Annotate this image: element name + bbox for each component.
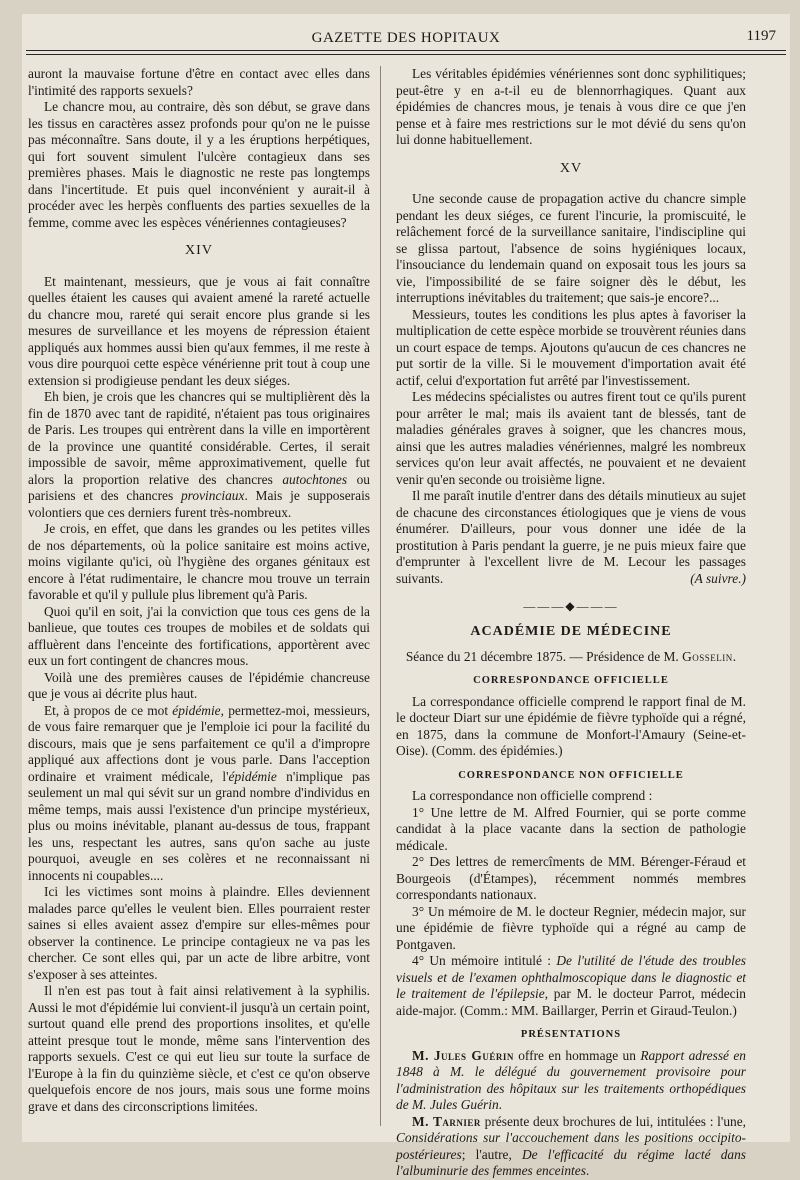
list-item: 2° Des lettres de remercîments de MM. Bérenger-Féraud et Bourgeois (d'Étampes), récemment nommés membres correspondants nationaux. bbox=[396, 854, 746, 902]
member-name: M. Tarnier bbox=[412, 1113, 481, 1129]
page-header bbox=[22, 28, 790, 50]
header-rule-thin bbox=[26, 54, 786, 55]
text: Et, à propos de ce mot bbox=[44, 702, 173, 718]
left-column bbox=[28, 66, 370, 1115]
paragraph: Quoi qu'il en soit, j'ai la conviction que tous ces gens de la banlieue, que toutes ces troupes de mobiles et de soldats qui affluèrent dans l'enceinte des fortifications, apportèrent avec eux un fort contingent de chancres mous. bbox=[28, 603, 370, 668]
emphasis: Considérations sur l'accouchement dans les positions occipito-postérieures bbox=[396, 1130, 746, 1162]
list-item: 1° Une lettre de M. Alfred Fournier, qui se porte comme candidat à la place vacante dans la section de pathologie médicale. bbox=[396, 804, 746, 853]
paragraph bbox=[396, 1048, 746, 1114]
paragraph: Le chancre mou, au contraire, dès son début, se grave dans les tissus en caractères assez profonds pour qu'on ne le puisse pas méconnaître. Sans doute, il y a les éruptions herpétiques, qui fort souvent simulent l'ulcère contagieux dans ses premières phases. Mais le diagnostic ne reste pas longtemps dans l'incertitude. Et puis quel inconvénient y aurait-il à procéder avec les herpès confluents des parties sexuelles de la femme, comme avec les espèces vénériennes contagieuses? bbox=[28, 99, 370, 230]
emphasis: De l'efficacité du régime lacté dans l'albuminurie des femmes enceintes bbox=[396, 1146, 746, 1178]
text: n'implique pas seulement un mal qui sévit sur un grand nombre d'individus en même temps, mais aussi l'existence d'un principe mystérieux, plus ou moins inévitable, planant au-dessus de tous, frappant les uns, respectant les autres, sans qu'on sache au juste pourquoi, aveugle en ses colères et ne reconnaissant ni innocents ni coupables.... bbox=[28, 768, 370, 883]
text: présente deux brochures de lui, intitulées : l'une, bbox=[480, 1113, 747, 1129]
text: ; l'autre, bbox=[461, 1146, 523, 1162]
column-divider bbox=[380, 66, 381, 1126]
paragraph: auront la mauvaise fortune d'être en contact avec elles dans l'intimité des rapports sexuels? bbox=[28, 66, 370, 98]
newspaper-page bbox=[22, 14, 790, 1178]
member-name: M. Jules Guérin bbox=[412, 1047, 514, 1063]
section-number: XIV bbox=[185, 243, 213, 258]
list-item: 3° Un mémoire de M. le docteur Regnier, médecin major, sur une épidémie de fièvre typhoïde qui a régné au camp de Pontgaven. bbox=[396, 903, 746, 952]
paragraph: La correspondance non officielle comprend : bbox=[412, 788, 653, 803]
emphasis: épidémie bbox=[172, 702, 221, 718]
emphasis: épidémie bbox=[228, 768, 277, 784]
session-line bbox=[396, 649, 746, 666]
emphasis: autochtones bbox=[282, 471, 348, 487]
text: Eh bien, je crois que les chancres qui se multiplièrent dès la fin de 1870 avec tant de rapidité, n'étaient pas tous originaires de Paris. Les troupes qui entrèrent dans la ville en importèrent de la province une quantité considérable. Certes, il serait impossible de savoir, même approximativement, quelle fut alors la proportion relative des chancres bbox=[28, 389, 370, 487]
president-name: Gosselin bbox=[682, 648, 733, 664]
text: . bbox=[585, 1163, 590, 1178]
page-number: 1197 bbox=[746, 28, 776, 44]
ornament-rule: ———◆——— bbox=[523, 598, 619, 613]
academy-heading: ACADÉMIE DE MÉDECINE bbox=[470, 624, 672, 639]
paragraph: Ici les victimes sont moins à plaindre. Elles deviennent malades parce qu'elles le veulent bien. Elles pourraient rester saines si elles avaient assez d'empire sur elles-mêmes pour observer la continence. Le principe contagieux ne va pas les chercher. Ce sont elles qui, par un acte de libre arbitre, vont s'exposer à ses atteintes. bbox=[28, 884, 370, 982]
subheading: PRÉSENTATIONS bbox=[520, 1029, 622, 1040]
text: . Mais je supposerais volontiers que ces derniers furent très-nombreux. bbox=[28, 488, 370, 520]
paragraph: Les véritables épidémies vénériennes sont donc syphilitiques; peut-être y en a-t-il eu de blennorrhagiques. Quant aux épidémies de chancres mous, je tenais à vous dire ce que j'en pense et à faire mes restrictions sur le mot dévié du sens qu'on lui donne habituellement. bbox=[396, 66, 746, 147]
paragraph bbox=[28, 389, 370, 521]
paragraph: Et maintenant, messieurs, que je vous ai fait connaître quelles étaient les causes qui avaient amené la rareté actuelle du chancre mou, rareté qui serait encore plus grande si les mesures de surveillance et les moyens de répression étaient appliqués aux hommes aussi bien qu'aux femmes, il me reste à vous dire pourquoi cette espèce vénérienne prit tout à coup une extension si prodigieuse pendant les deux siéges. bbox=[28, 273, 370, 388]
text: 4° Un mémoire intitulé : bbox=[412, 953, 557, 968]
paragraph: La correspondance officielle comprend le rapport final de M. le docteur Diart sur une épidémie de fièvre typhoïde qui a régné, en 1875, dans la commune de Monfort-l'Amaury (Seine-et-Oise). (Comm. des épidémies.) bbox=[396, 693, 746, 758]
list-item bbox=[396, 953, 746, 1019]
right-column bbox=[396, 66, 746, 1180]
text: Séance du 21 décembre 1875. — Présidence de M. bbox=[405, 648, 683, 664]
text: . bbox=[498, 1097, 502, 1112]
text: ou parisiens et des chancres bbox=[28, 471, 370, 503]
emphasis: Rapport adressé en 1848 à M. le délégué du gouvernement provisoire pour l'administration des hôpitaux sur les traitements orthopédiques de M. Jules Guérin bbox=[396, 1047, 746, 1112]
paragraph: Messieurs, toutes les conditions les plus aptes à favoriser la multiplication de cette espèce morbide se trouvèrent réunies dans un court espace de temps. Ajoutons qu'aucun de ces chancres ne put sortir de la ville. Si le mouvement d'importation avait été actif, celui d'exportation fut arrêté par l'investissement. bbox=[396, 306, 746, 388]
to-be-continued: (A suivre.) bbox=[690, 571, 746, 586]
text: offre en hommage un bbox=[513, 1047, 641, 1063]
subheading: CORRESPONDANCE OFFICIELLE bbox=[473, 675, 669, 686]
paragraph: Une seconde cause de propagation active du chancre simple pendant les deux siéges, ce furent l'incurie, la promiscuité, le relâchement forcé de la surveillance sanitaire, l'indiscipline qui se glissa partout, l'absence de soins hygiéniques locaux, l'insouciance du lendemain quand on exposait tous les jours sa vie, l'impossibilité de se faire soigner dès le début, les interruptions inévitables du traitement; que sais-je encore?... bbox=[396, 191, 746, 305]
paragraph: Il me paraît inutile d'entrer dans des détails minutieux au sujet de chacune des circonstances étiologiques que je viens de vous énumérer. D'ailleurs, pour vous donner une idée de la prostitution à Paris pendant la guerre, je ne puis mieux faire que d'emprunter à l'excellent livre de M. Lecour les passages suivants. bbox=[396, 488, 746, 586]
header-rule bbox=[26, 50, 786, 51]
paragraph bbox=[28, 703, 370, 885]
text: , par M. le docteur Parrot, médecin aide-major. (Comm.: MM. Baillarger, Perrin et Giraud-Teulon.) bbox=[396, 986, 746, 1018]
emphasis: De l'utilité de l'étude des troubles visuels et de l'examen ophthalmoscopique dans le diagnostic et le traitement de l'épilepsie bbox=[396, 953, 746, 1001]
subheading: CORRESPONDANCE NON OFFICIELLE bbox=[458, 769, 684, 781]
emphasis: provinciaux bbox=[180, 488, 245, 503]
paragraph: Il n'en est pas tout à fait ainsi relativement à la syphilis. Aussi le mot d'épidémie lui convient-il jusqu'à un certain point, surtout quand elle prend des proportions insolites, et qu'elle atteint presque tout le monde, même sans l'intervention des rapports sexuels. C'est ce qui eut lieu sur toute la surface de l'Europe à la fin du quinzième siècle, et c'est ce qu'on observe quelquefois encore de nos jours, mais sous une forme moins grave et dans des circonscriptions limitées. bbox=[28, 983, 370, 1114]
text: , permettez-moi, messieurs, de vous faire remarquer que je l'emploie ici pour la facilité du discours, mais que je sens parfaitement ce qu'il a d'impropre appliqué aux affections dont je vous parle. Dans l'acception ordinaire et vraiment médicale, l' bbox=[28, 702, 370, 784]
paragraph: Je crois, en effet, que dans les grandes ou les petites villes de nos départements, où la police sanitaire est moins active, moins vigilante qu'ici, où l'hygiène des organes génitaux est encore à l'état rudimentaire, le chancre mou trouve un terrain favorable et qu'il y pullule plus librement qu'à Paris. bbox=[28, 521, 370, 602]
section-number: XV bbox=[559, 160, 583, 176]
paragraph bbox=[396, 1114, 746, 1180]
publication-title: GAZETTE DES HOPITAUX bbox=[311, 30, 501, 46]
paragraph: Voilà une des premières causes de l'épidémie chancreuse que je vous ai décrite plus haut. bbox=[28, 669, 370, 701]
text: . bbox=[732, 648, 737, 664]
paragraph: Les médecins spécialistes ou autres firent tout ce qu'ils purent pour arrêter le mal; mais ils avaient tant de blessés, tant de maladies générales graves à soigner, que les chancres mous, ainsi que les autres maladies vénériennes, malgré les nombreux services qu'on leur avait affectés, ne pouvaient et ne devaient venir qu'en seconde ou troisième ligne. bbox=[396, 389, 746, 487]
